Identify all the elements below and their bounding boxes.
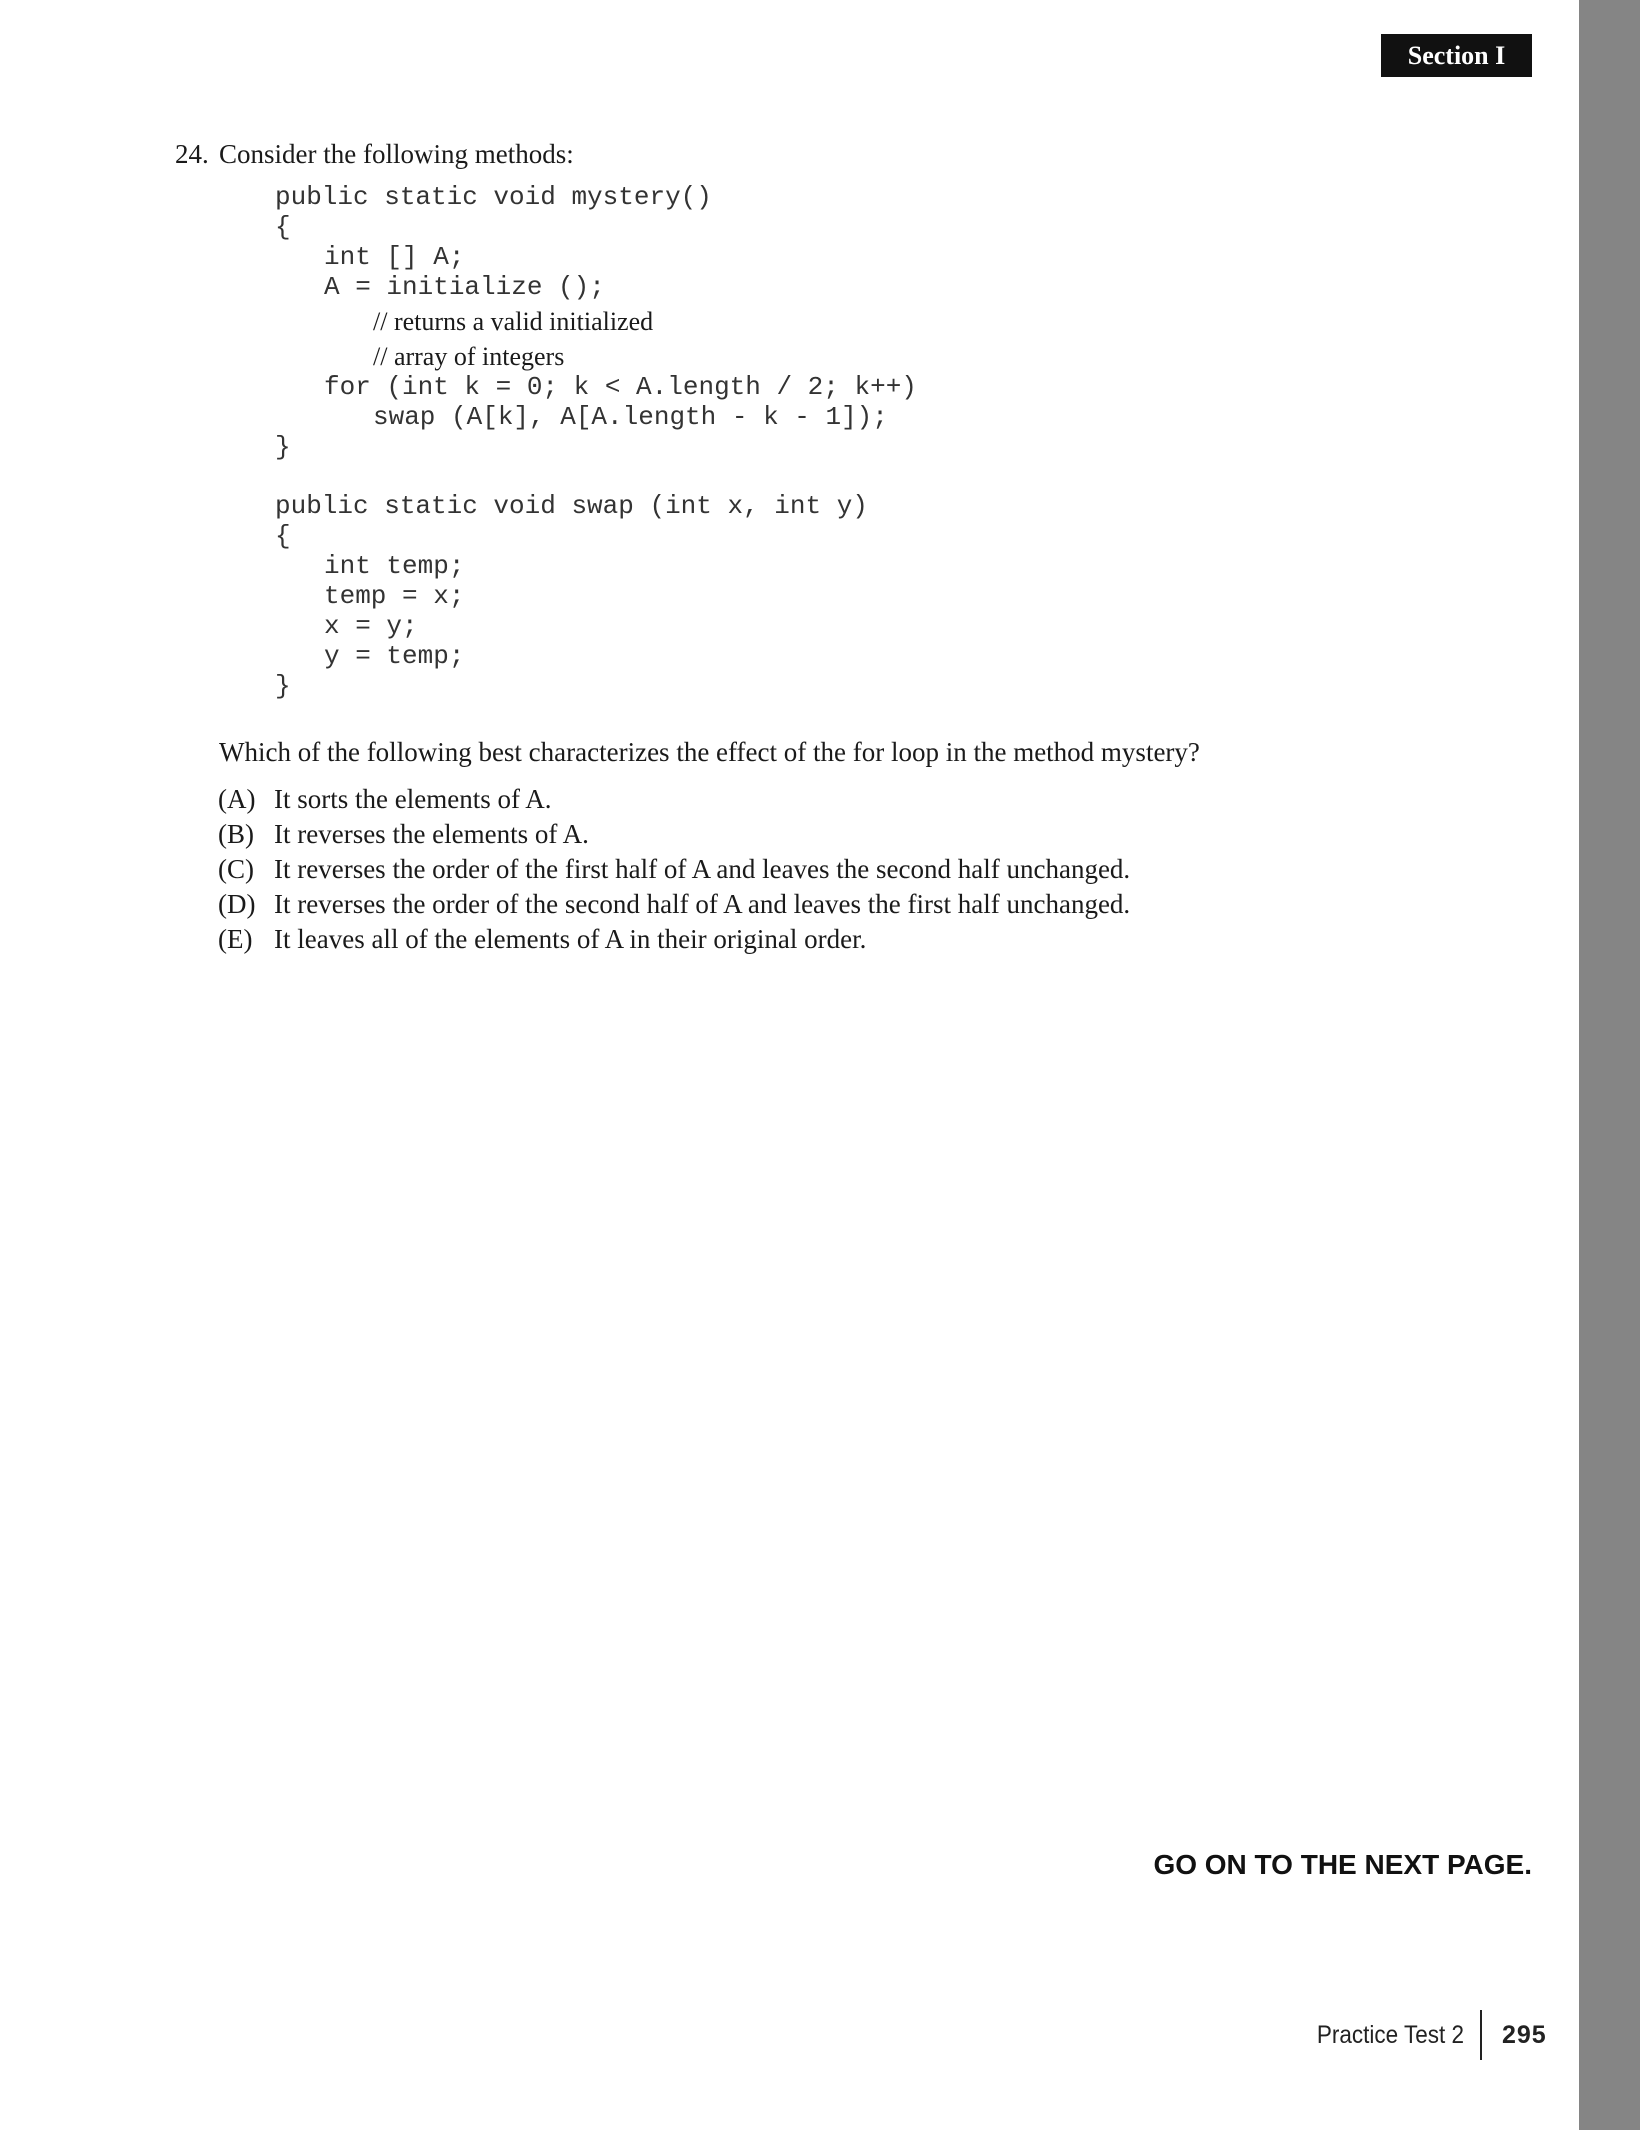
code-line: { [275,212,291,242]
code-comment: // array of integers [373,342,565,371]
go-on-notice: GO ON TO THE NEXT PAGE. [1153,1849,1532,1880]
code-line: } [275,671,291,701]
code-line: { [275,521,291,551]
answer-choice-a [218,782,551,817]
choice-letter: (B) [218,819,254,849]
choice-text: It reverses the order of the first half of A and leaves the second half unchanged. [274,854,1131,884]
footer-divider [1480,2010,1482,2060]
choice-letter: (C) [218,854,254,884]
question-number: 24. [175,139,209,169]
choice-letter: (D) [218,889,256,919]
question-prompt: Consider the following methods: [219,139,574,169]
code-line: y = temp; [324,641,465,671]
code-line: for (int k = 0; k < A.length / 2; k++) [324,372,917,402]
answer-choice-d [218,887,1130,922]
side-bar [1579,0,1640,2130]
choice-text: It reverses the order of the second half of A and leaves the first half unchanged. [274,889,1131,919]
code-line: swap (A[k], A[A.length - k - 1]); [373,402,888,432]
answer-choice-b [218,817,589,852]
code-line: public static void mystery() [275,182,712,212]
choice-letter: (E) [218,924,253,954]
choice-text: It reverses the elements of A. [274,819,589,849]
footer-test-label: Practice Test 2 [1316,2021,1464,2049]
code-line: A = initialize (); [324,272,605,302]
page-number: 295 [1502,2021,1547,2049]
choice-text: It sorts the elements of A. [274,784,552,814]
choice-text: It leaves all of the elements of A in their original order. [274,924,867,954]
section-tab: Section I [1381,34,1532,77]
code-line: int [] A; [324,242,465,272]
code-line: temp = x; [324,581,465,611]
answer-choice-c [218,852,1130,887]
code-line: public static void swap (int x, int y) [275,491,868,521]
code-line: } [275,432,291,462]
choice-letter: (A) [218,784,256,814]
question-text: Which of the following best characterizes the effect of the for loop in the method mystery? [219,737,1200,767]
code-line: x = y; [324,611,418,641]
answer-choice-e [218,922,866,957]
code-comment: // returns a valid initialized [373,307,654,336]
code-line: int temp; [324,551,465,581]
